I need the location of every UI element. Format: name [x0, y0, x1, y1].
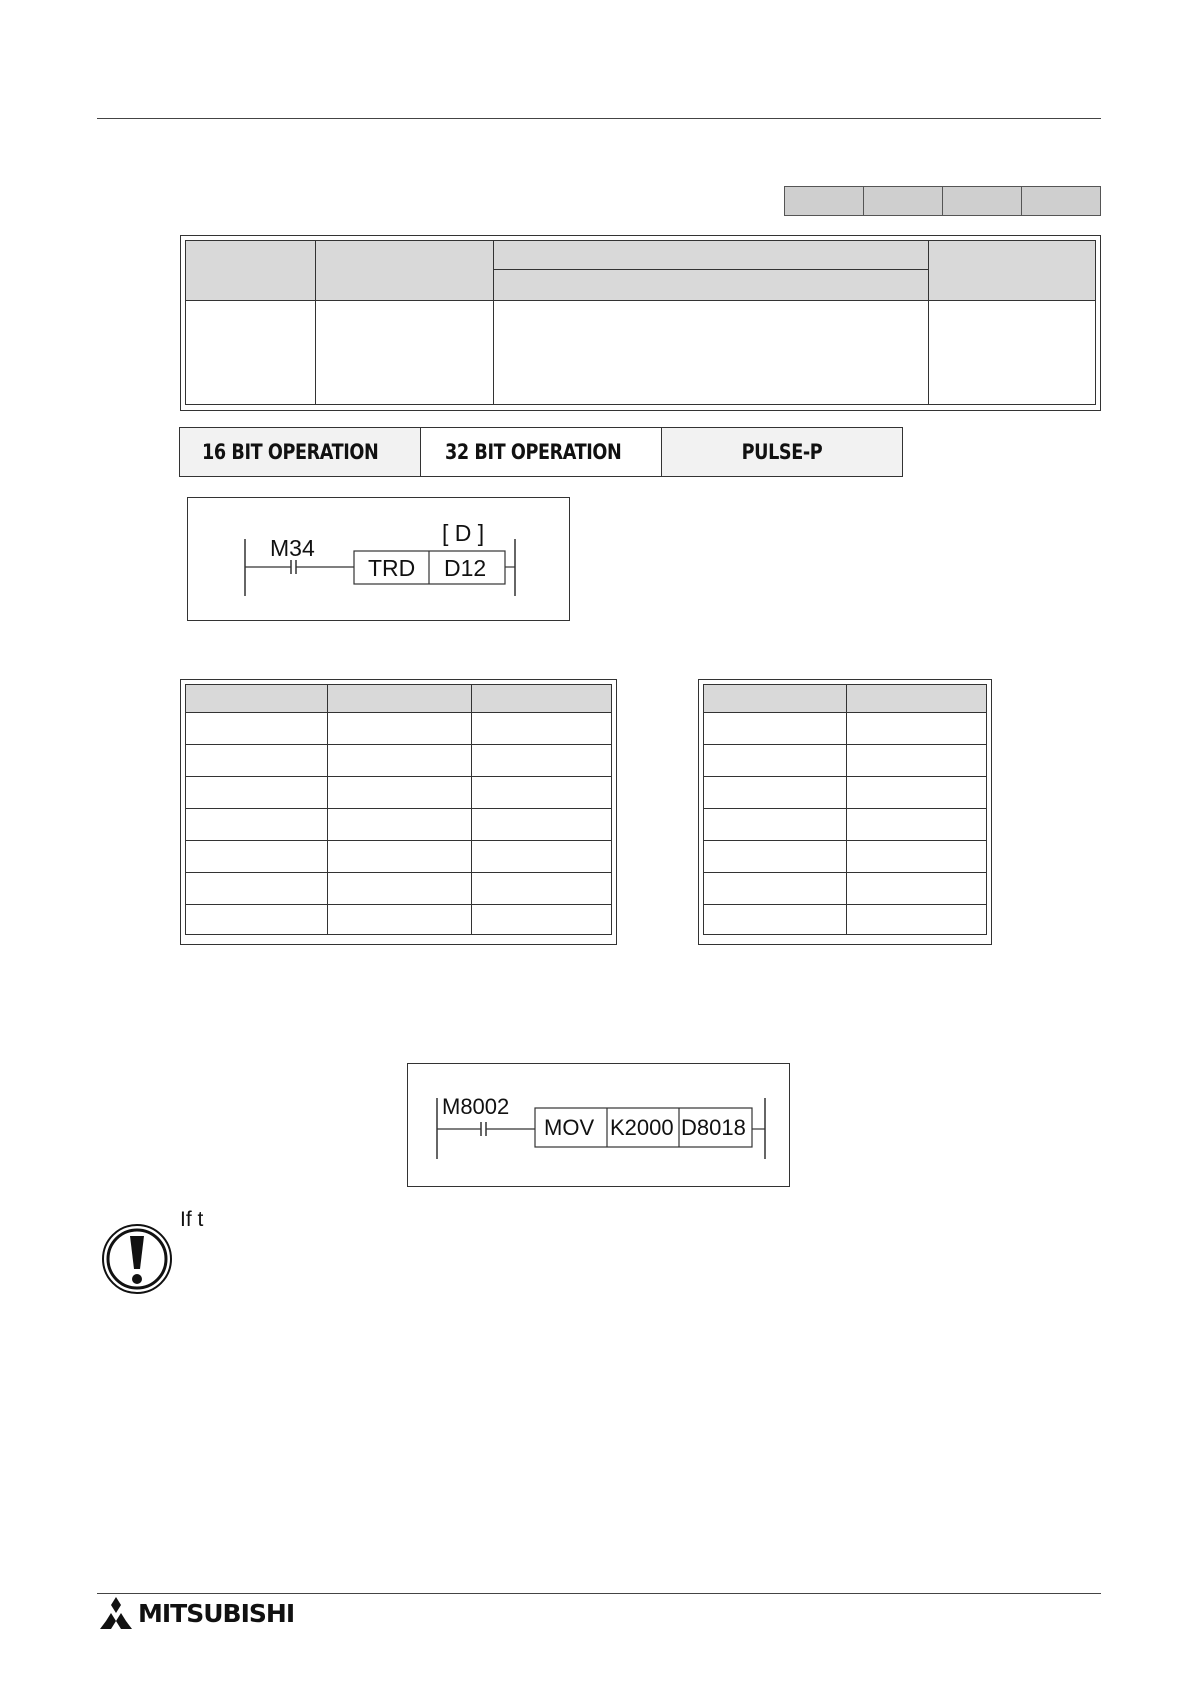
- table-row: [704, 809, 987, 841]
- table-row: [704, 873, 987, 905]
- summary-table: [185, 240, 1096, 405]
- summary-header-cell: [494, 241, 929, 270]
- table-row: [186, 841, 612, 873]
- table-header-cell: [472, 685, 612, 713]
- applicability-cell: [863, 186, 943, 216]
- summary-header-cell: [316, 241, 494, 301]
- applicability-cell: [784, 186, 864, 216]
- applicability-cell: [1021, 186, 1101, 216]
- tab-pulse-p: [661, 427, 903, 477]
- tab-32-bit-operation: [420, 427, 662, 477]
- table-row: [704, 745, 987, 777]
- brand-logo: [98, 1597, 294, 1629]
- tab-label: 16 BIT OPERATION: [202, 440, 379, 464]
- applicability-cells: [785, 186, 1101, 216]
- table-header-cell: [328, 685, 472, 713]
- summary-header-cell: [186, 241, 316, 301]
- brand-name: MITSUBISHI: [138, 1598, 295, 1628]
- tab-16-bit-operation: [179, 427, 421, 477]
- contact-label: M34: [270, 535, 315, 561]
- tab-label: PULSE-P: [741, 440, 823, 464]
- source-operand-label: K2000: [610, 1115, 674, 1140]
- exclamation-icon: [101, 1223, 173, 1295]
- table-header-cell: [847, 685, 987, 713]
- three-diamond-logo-icon: [98, 1597, 134, 1629]
- summary-body-cell: [186, 301, 316, 405]
- time-register-table: [185, 684, 612, 935]
- table-row: [186, 809, 612, 841]
- operand-header: [ D ]: [442, 520, 485, 546]
- applicability-cell: [942, 186, 1022, 216]
- table-row: [186, 905, 612, 935]
- table-row: [186, 873, 612, 905]
- footer-rule: [97, 1593, 1101, 1594]
- operand-label: D12: [444, 555, 487, 581]
- summary-header-cell: [929, 241, 1096, 301]
- instruction-label: MOV: [544, 1115, 595, 1140]
- note-text: If t: [180, 1208, 204, 1231]
- table-row: [186, 713, 612, 745]
- table-row: [704, 777, 987, 809]
- table-row: [704, 713, 987, 745]
- operation-tabs: [180, 427, 903, 477]
- header-rule: [97, 118, 1101, 119]
- table-row: [704, 841, 987, 873]
- table-row: [186, 777, 612, 809]
- table-header-cell: [186, 685, 328, 713]
- ladder-trd-box: [187, 497, 570, 621]
- summary-subheader-cell: [494, 270, 929, 301]
- ladder-mov-box: [407, 1063, 790, 1187]
- instruction-label: TRD: [368, 555, 416, 581]
- summary-body-cell: [494, 301, 929, 405]
- summary-body-cell: [316, 301, 494, 405]
- table-row: [704, 905, 987, 935]
- destination-table: [703, 684, 987, 935]
- tab-label: 32 BIT OPERATION: [445, 440, 622, 464]
- destination-operand-label: D8018: [681, 1115, 746, 1140]
- summary-body-cell: [929, 301, 1096, 405]
- contact-label: M8002: [442, 1094, 510, 1119]
- table-row: [186, 745, 612, 777]
- table-header-cell: [704, 685, 847, 713]
